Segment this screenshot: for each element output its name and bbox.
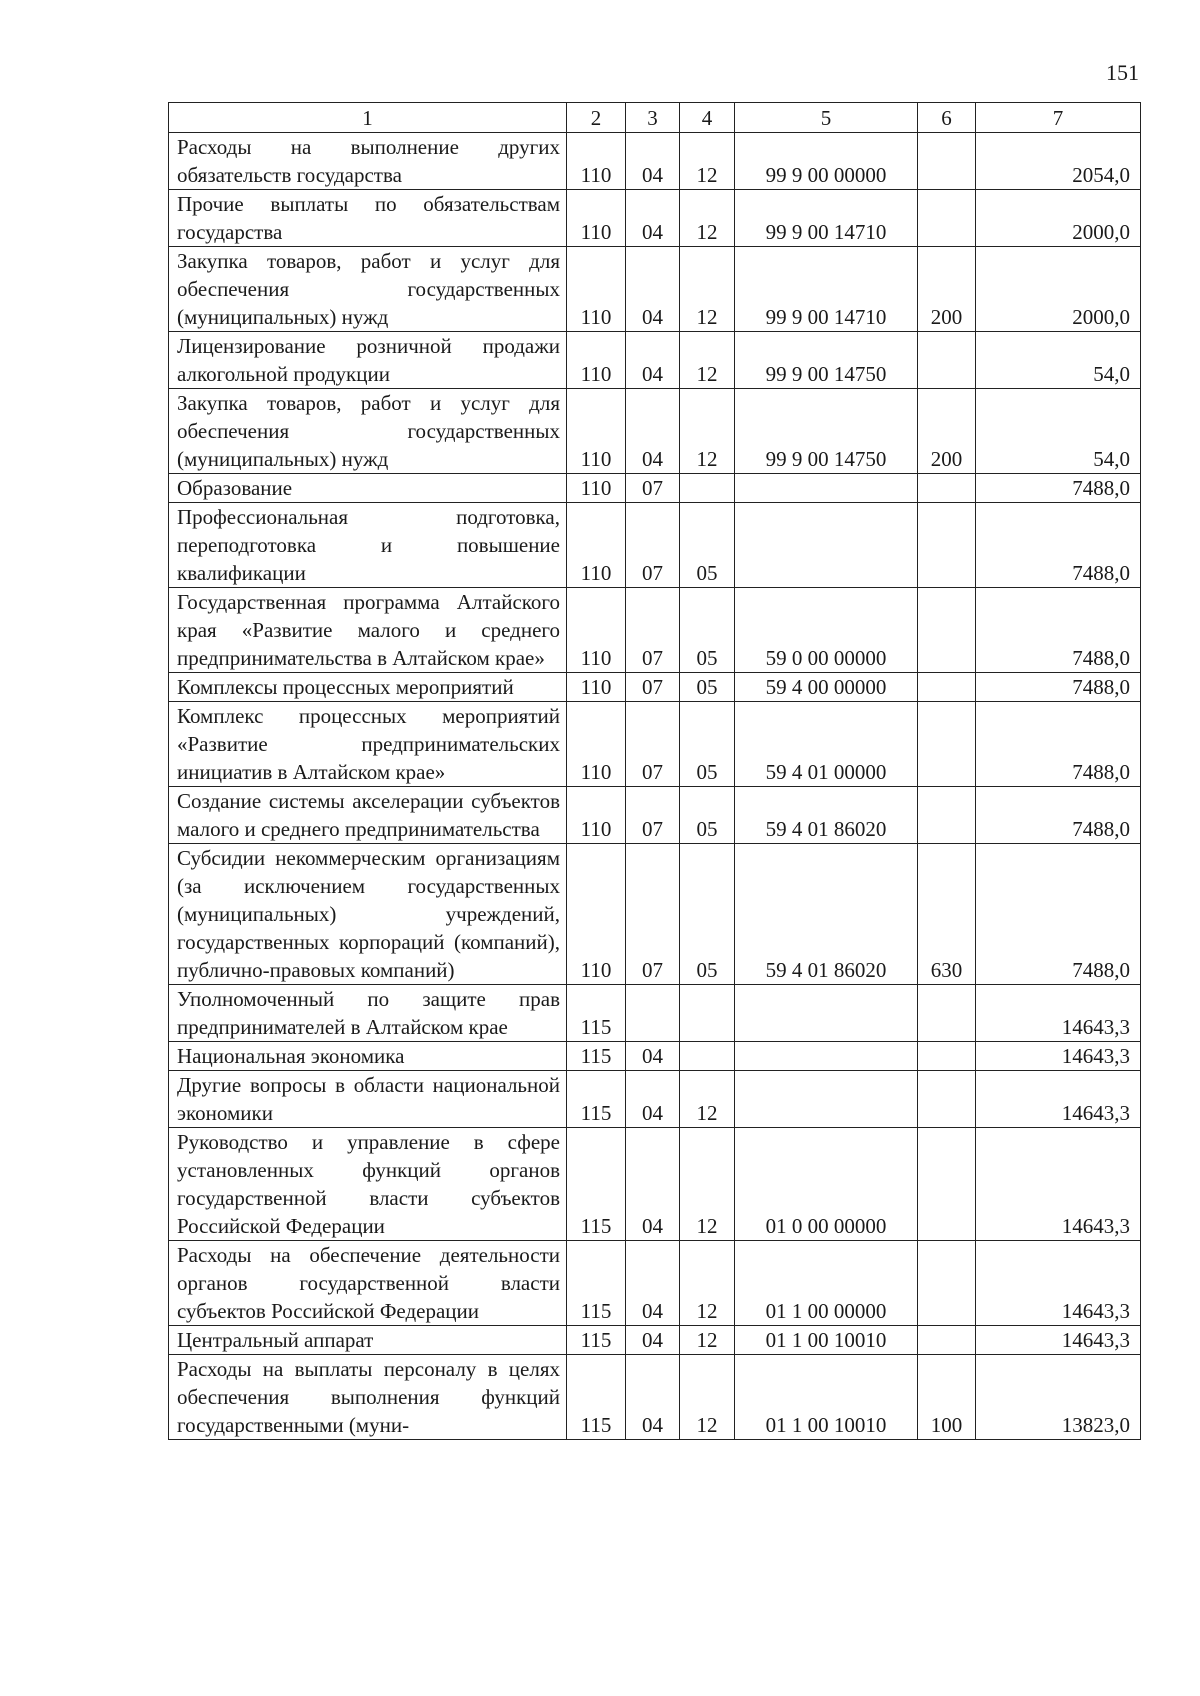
row-subsection-code: 12: [680, 1071, 735, 1128]
header-row: [169, 103, 1141, 133]
table-row: [169, 1241, 1141, 1326]
row-ministry-code: 115: [567, 1071, 626, 1128]
table-row: [169, 190, 1141, 247]
row-ministry-code: 110: [567, 787, 626, 844]
row-target-article: 59 4 01 86020: [735, 787, 918, 844]
row-subsection-code: 05: [680, 503, 735, 588]
header-col-2: 2: [567, 103, 626, 133]
row-expense-type: [918, 673, 976, 702]
row-expense-type: [918, 503, 976, 588]
row-name: Руководство и управление в сфере установленных функций органов государственной власти субъектов Российской Федерации: [169, 1128, 567, 1241]
row-name: Создание системы акселерации субъектов малого и среднего предпринимательства: [169, 787, 567, 844]
row-amount: 14643,3: [976, 1241, 1141, 1326]
row-ministry-code: 115: [567, 1355, 626, 1440]
row-amount: 7488,0: [976, 787, 1141, 844]
row-name: Расходы на выполнение других обязательств государства: [169, 133, 567, 190]
row-name: Комплекс процессных мероприятий «Развитие предпринимательских инициатив в Алтайском крае»: [169, 702, 567, 787]
table-row: [169, 133, 1141, 190]
row-target-article: [735, 1071, 918, 1128]
row-target-article: 59 0 00 00000: [735, 588, 918, 673]
header-col-3: 3: [626, 103, 680, 133]
row-section-code: 04: [626, 1128, 680, 1241]
row-ministry-code: 115: [567, 1042, 626, 1071]
row-expense-type: [918, 1071, 976, 1128]
row-subsection-code: 12: [680, 1355, 735, 1440]
page-number: 151: [1106, 60, 1139, 85]
row-section-code: 07: [626, 787, 680, 844]
row-section-code: 07: [626, 844, 680, 985]
row-name: Субсидии некоммерческим организациям (за исключением государственных (муниципальных) учреждений, государственных корпораций (компаний), публично-правовых компаний): [169, 844, 567, 985]
row-subsection-code: 12: [680, 1326, 735, 1355]
table-row: [169, 1355, 1141, 1440]
row-amount: 2000,0: [976, 190, 1141, 247]
row-target-article: 59 4 01 00000: [735, 702, 918, 787]
row-section-code: 04: [626, 190, 680, 247]
row-expense-type: 100: [918, 1355, 976, 1440]
row-ministry-code: 110: [567, 702, 626, 787]
header-col-5: 5: [735, 103, 918, 133]
header-col-4: 4: [680, 103, 735, 133]
row-amount: 14643,3: [976, 1042, 1141, 1071]
row-subsection-code: 12: [680, 1128, 735, 1241]
row-amount: 2000,0: [976, 247, 1141, 332]
row-expense-type: 630: [918, 844, 976, 985]
row-name: Профессиональная подготовка, переподготовка и повышение квалификации: [169, 503, 567, 588]
row-subsection-code: 05: [680, 673, 735, 702]
row-ministry-code: 110: [567, 474, 626, 503]
row-section-code: 04: [626, 1241, 680, 1326]
row-target-article: [735, 1042, 918, 1071]
table-row: [169, 332, 1141, 389]
row-subsection-code: [680, 1042, 735, 1071]
row-amount: 7488,0: [976, 588, 1141, 673]
table-row: [169, 389, 1141, 474]
row-target-article: 01 1 00 00000: [735, 1241, 918, 1326]
row-target-article: 99 9 00 14710: [735, 190, 918, 247]
row-expense-type: [918, 985, 976, 1042]
row-amount: 7488,0: [976, 474, 1141, 503]
row-name: Закупка товаров, работ и услуг для обеспечения государственных (муниципальных) нужд: [169, 247, 567, 332]
row-ministry-code: 110: [567, 389, 626, 474]
row-section-code: 04: [626, 133, 680, 190]
row-ministry-code: 115: [567, 1128, 626, 1241]
row-amount: 7488,0: [976, 673, 1141, 702]
table-row: [169, 588, 1141, 673]
row-section-code: 04: [626, 1355, 680, 1440]
row-ministry-code: 110: [567, 133, 626, 190]
row-expense-type: [918, 474, 976, 503]
row-expense-type: [918, 1326, 976, 1355]
row-section-code: 04: [626, 1326, 680, 1355]
row-expense-type: [918, 702, 976, 787]
table-body: [169, 133, 1141, 1440]
row-target-article: [735, 503, 918, 588]
row-section-code: 04: [626, 389, 680, 474]
row-ministry-code: 110: [567, 190, 626, 247]
row-expense-type: [918, 588, 976, 673]
row-subsection-code: 05: [680, 787, 735, 844]
row-subsection-code: 12: [680, 389, 735, 474]
row-target-article: 99 9 00 00000: [735, 133, 918, 190]
row-amount: 13823,0: [976, 1355, 1141, 1440]
row-target-article: 99 9 00 14710: [735, 247, 918, 332]
row-target-article: 01 1 00 10010: [735, 1355, 918, 1440]
row-name: Национальная экономика: [169, 1042, 567, 1071]
row-name: Расходы на обеспечение деятельности органов государственной власти субъектов Российской Федерации: [169, 1241, 567, 1326]
row-name: Расходы на выплаты персоналу в целях обеспечения выполнения функций государственными (муни-: [169, 1355, 567, 1440]
row-amount: 14643,3: [976, 985, 1141, 1042]
row-target-article: 01 1 00 10010: [735, 1326, 918, 1355]
row-section-code: 07: [626, 673, 680, 702]
table-row: [169, 702, 1141, 787]
row-ministry-code: 110: [567, 673, 626, 702]
row-amount: 54,0: [976, 332, 1141, 389]
row-name: Закупка товаров, работ и услуг для обеспечения государственных (муниципальных) нужд: [169, 389, 567, 474]
row-name: Другие вопросы в области национальной экономики: [169, 1071, 567, 1128]
table-row: [169, 844, 1141, 985]
row-section-code: 04: [626, 332, 680, 389]
row-ministry-code: 110: [567, 588, 626, 673]
row-subsection-code: 12: [680, 133, 735, 190]
row-target-article: 59 4 00 00000: [735, 673, 918, 702]
row-amount: 7488,0: [976, 503, 1141, 588]
row-target-article: 01 0 00 00000: [735, 1128, 918, 1241]
row-amount: 7488,0: [976, 702, 1141, 787]
row-subsection-code: 12: [680, 247, 735, 332]
row-amount: 14643,3: [976, 1326, 1141, 1355]
row-amount: 14643,3: [976, 1128, 1141, 1241]
row-name: Образование: [169, 474, 567, 503]
row-expense-type: [918, 1042, 976, 1071]
row-name: Комплексы процессных мероприятий: [169, 673, 567, 702]
row-target-article: 99 9 00 14750: [735, 389, 918, 474]
table-row: [169, 787, 1141, 844]
row-subsection-code: 12: [680, 332, 735, 389]
budget-table: [168, 102, 1141, 1440]
row-ministry-code: 110: [567, 332, 626, 389]
table-row: [169, 1071, 1141, 1128]
table-row: [169, 1128, 1141, 1241]
row-name: Прочие выплаты по обязательствам государства: [169, 190, 567, 247]
row-section-code: [626, 985, 680, 1042]
row-expense-type: 200: [918, 389, 976, 474]
row-ministry-code: 115: [567, 1326, 626, 1355]
row-expense-type: [918, 1128, 976, 1241]
row-target-article: 59 4 01 86020: [735, 844, 918, 985]
row-expense-type: [918, 190, 976, 247]
row-section-code: 07: [626, 503, 680, 588]
row-ministry-code: 115: [567, 985, 626, 1042]
row-target-article: [735, 985, 918, 1042]
row-ministry-code: 115: [567, 1241, 626, 1326]
row-subsection-code: [680, 985, 735, 1042]
row-section-code: 07: [626, 474, 680, 503]
header-col-1: 1: [169, 103, 567, 133]
row-ministry-code: 110: [567, 247, 626, 332]
row-name: Уполномоченный по защите прав предпринимателей в Алтайском крае: [169, 985, 567, 1042]
row-expense-type: [918, 787, 976, 844]
row-expense-type: 200: [918, 247, 976, 332]
row-ministry-code: 110: [567, 503, 626, 588]
row-section-code: 07: [626, 588, 680, 673]
row-section-code: 07: [626, 702, 680, 787]
row-ministry-code: 110: [567, 844, 626, 985]
table-row: [169, 985, 1141, 1042]
row-subsection-code: 05: [680, 588, 735, 673]
row-amount: 2054,0: [976, 133, 1141, 190]
row-amount: 14643,3: [976, 1071, 1141, 1128]
row-amount: 54,0: [976, 389, 1141, 474]
row-subsection-code: 12: [680, 1241, 735, 1326]
table-row: [169, 673, 1141, 702]
row-subsection-code: [680, 474, 735, 503]
row-name: Государственная программа Алтайского края «Развитие малого и среднего предпринимательства в Алтайском крае»: [169, 588, 567, 673]
header-col-7: 7: [976, 103, 1141, 133]
row-subsection-code: 12: [680, 190, 735, 247]
row-target-article: 99 9 00 14750: [735, 332, 918, 389]
row-name: Центральный аппарат: [169, 1326, 567, 1355]
row-expense-type: [918, 332, 976, 389]
row-subsection-code: 05: [680, 702, 735, 787]
table-row: [169, 247, 1141, 332]
row-name: Лицензирование розничной продажи алкогольной продукции: [169, 332, 567, 389]
row-target-article: [735, 474, 918, 503]
row-expense-type: [918, 133, 976, 190]
row-section-code: 04: [626, 247, 680, 332]
row-subsection-code: 05: [680, 844, 735, 985]
row-section-code: 04: [626, 1042, 680, 1071]
table-row: [169, 1326, 1141, 1355]
table-row: [169, 503, 1141, 588]
table-row: [169, 1042, 1141, 1071]
row-expense-type: [918, 1241, 976, 1326]
row-amount: 7488,0: [976, 844, 1141, 985]
row-section-code: 04: [626, 1071, 680, 1128]
header-col-6: 6: [918, 103, 976, 133]
table-row: [169, 474, 1141, 503]
